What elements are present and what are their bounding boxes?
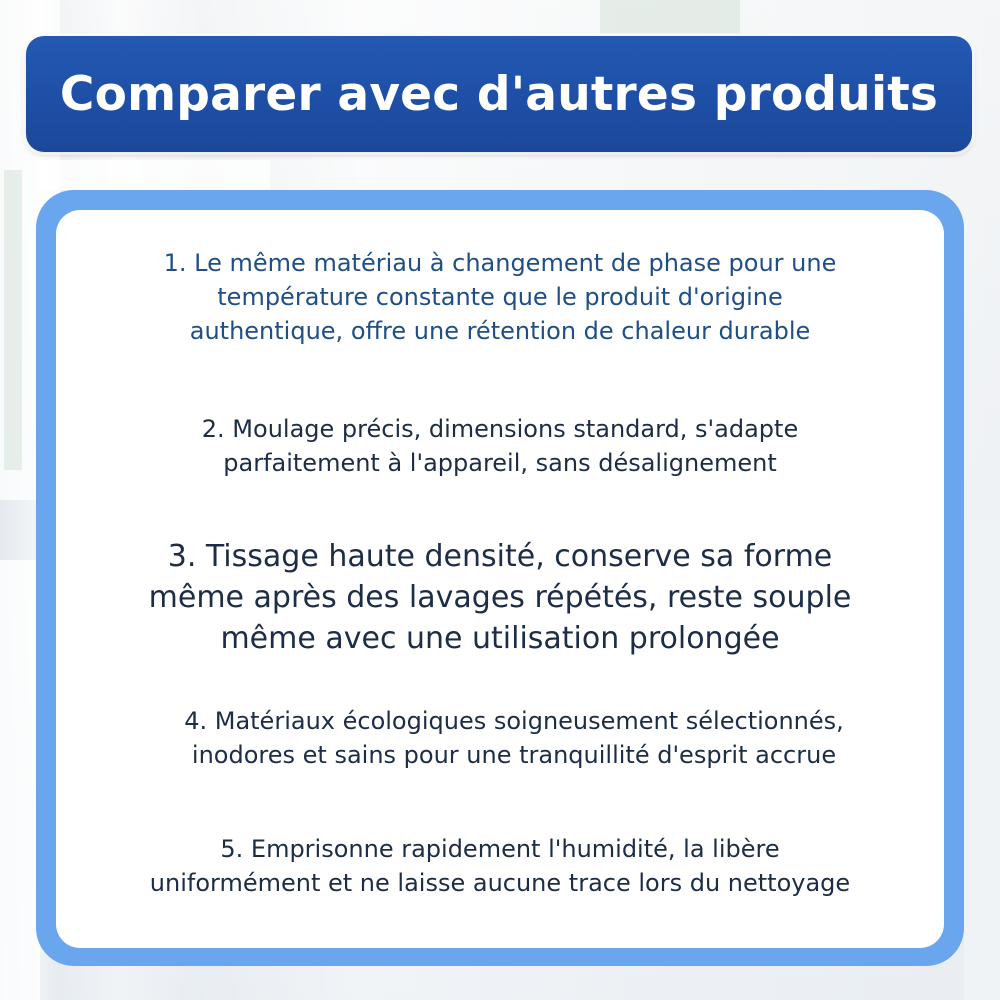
- window-sill: [40, 160, 270, 190]
- point-3-line-2: même après des lavages répétés, reste souple: [148, 580, 852, 615]
- point-5-line-1: 5. Emprisonne rapidement l'humidité, la libère: [220, 835, 780, 863]
- comparison-point-1: [56, 246, 944, 348]
- comparison-point-5: [56, 832, 944, 900]
- point-3-line-1: 3. Tissage haute densité, conserve sa forme: [167, 539, 833, 574]
- point-1-line-2: température constante que le produit d'origine: [217, 283, 783, 311]
- page-title: Comparer avec d'autres produits: [59, 66, 939, 122]
- window-pane-left: [4, 170, 22, 470]
- sofa-arm-left: [0, 560, 40, 1000]
- point-2-line-1: 2. Moulage précis, dimensions standard, s'adapte: [201, 415, 799, 443]
- point-2-line-2: parfaitement à l'appareil, sans désalignement: [223, 449, 777, 477]
- window-pane-top: [600, 0, 740, 34]
- comparison-point-3: [56, 536, 944, 659]
- point-4-line-1: 4. Matériaux écologiques soigneusement sélectionnés,: [184, 707, 844, 735]
- point-5-line-2: uniformément et ne laisse aucune trace lors du nettoyage: [149, 869, 851, 897]
- comparison-point-4: [96, 704, 932, 772]
- comparison-point-2: [56, 412, 944, 480]
- header-banner: [26, 36, 972, 152]
- wall-right: [964, 520, 1000, 1000]
- point-4-line-2: inodores et sains pour une tranquillité d'esprit accrue: [191, 741, 837, 769]
- point-1-line-1: 1. Le même matériau à changement de phase pour une: [163, 249, 837, 277]
- point-1-line-3: authentique, offre une rétention de chaleur durable: [189, 317, 811, 345]
- point-3-line-3: même avec une utilisation prolongée: [220, 621, 780, 656]
